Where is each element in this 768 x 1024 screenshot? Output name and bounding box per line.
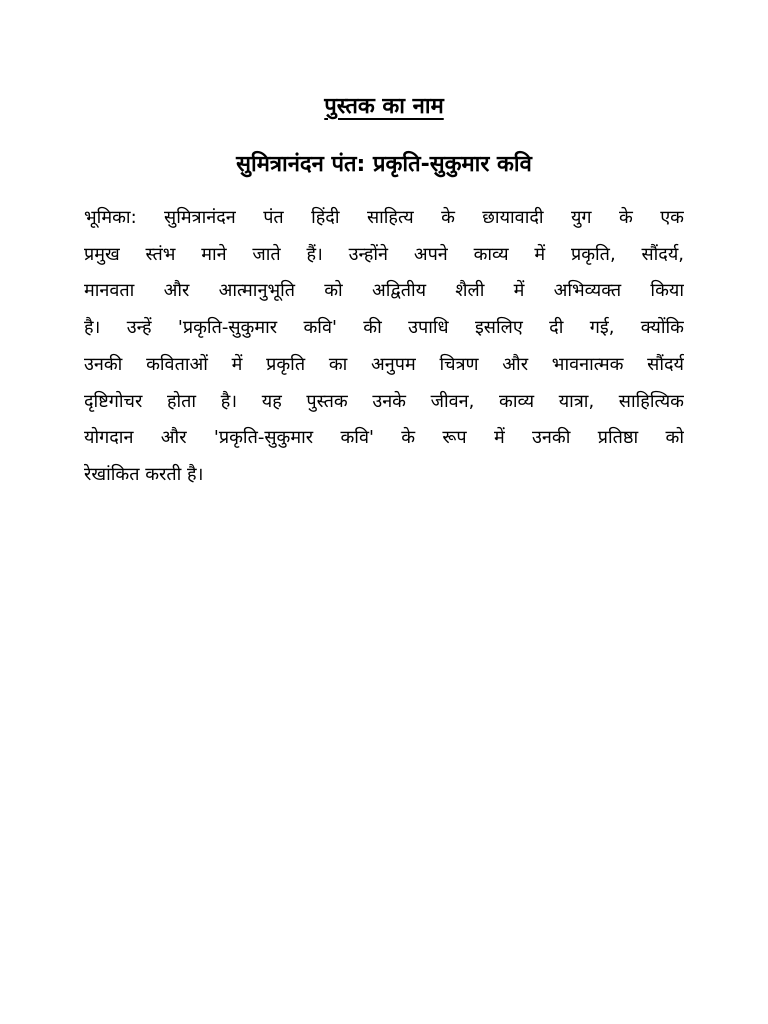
book-title-heading (0, 92, 768, 122)
paragraph-line: दृष्टिगोचर होता है। यह पुस्तक उनके जीवन, काव्य यात्रा, साहित्यिक (84, 390, 684, 412)
introduction-paragraph (84, 200, 684, 494)
paragraph-line: मानवता और आत्मानुभूति को अद्वितीय शैली में अभिव्यक्त किया (84, 280, 684, 302)
paragraph-line: भूमिका: सुमित्रानंदन पंत हिंदी साहित्य के छायावादी युग के एक (84, 207, 684, 228)
paragraph-line: रेखांकित करती है। (84, 463, 204, 485)
paragraph-line: उनकी कविताओं में प्रकृति का अनुपम चित्रण और भावनात्मक सौंदर्य (84, 353, 684, 375)
paragraph-line: योगदान और 'प्रकृति-सुकुमार कवि' के रूप में उनकी प्रतिष्ठा को (84, 427, 684, 449)
book-subtitle-heading: सुमित्रानंदन पंत: प्रकृति-सुकुमार कवि (236, 152, 532, 177)
book-title-text: पुस्तक का नाम (324, 94, 444, 119)
paragraph-line: है। उन्हें 'प्रकृति-सुकुमार कवि' की उपाधि इसलिए दी गई, क्योंकि (84, 317, 684, 339)
paragraph-line: प्रमुख स्तंभ माने जाते हैं। उन्होंने अपने काव्य में प्रकृति, सौंदर्य, (84, 243, 684, 265)
